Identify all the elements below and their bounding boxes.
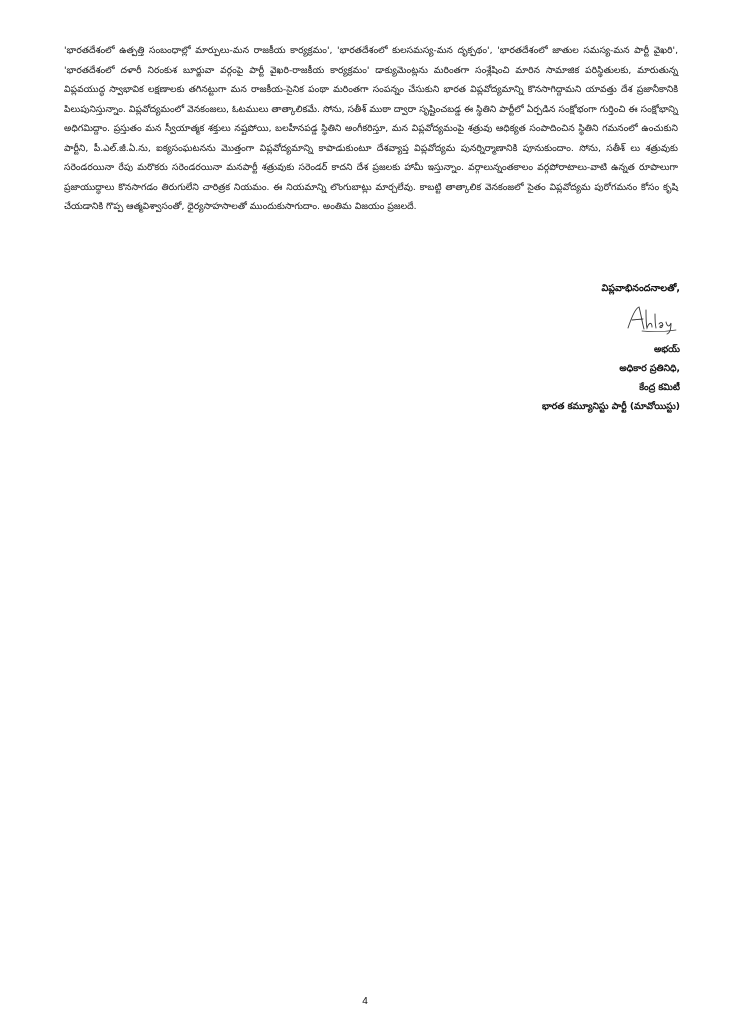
statement-body [64,41,678,217]
body-paragraph: 'భారతదేశంలో ఉత్పత్తి సంబంధాల్లో మార్పులు-మన రాజకీయ కార్యక్రమం', 'భారతదేశంలో కులసమస్య-మన దృక్పథం', 'భారతదేశంలో జాతుల సమస్య-మన పార్టీ వైఖరి', 'భారతదేశంలో దళారీ నిరంకుశ బూర్జువా వర్గంపై పార్టీ వైఖరి-రాజకీయ కార్యక్రమం' డాక్యుమెంట్లను మరింతగా సంశ్లేషించి మారిన సామాజిక పరిస్థితులకు, మారుతున్న విప్లవయుద్ధ స్వాభావిక లక్షణాలకు తగినట్టుగా మన రాజకీయ-సైనిక పంథా మరింతగా సంపన్నం చేసుకుని భారత విప్లవోద్యమాన్ని కొనసాగిద్దామని యావత్తు దేశ ప్రజానీకానికి పిలుపునిస్తున్నాం. విప్లవోద్యమంలో వెనకంజలు, ఓటములు తాత్కాలికమే. సోను, సతీశ్ ముఠా ద్వారా సృష్టించబడ్డ ఈ స్థితిని పార్టీలో ఏర్పడిన సంక్షోభంగా గుర్తించి ఈ సంక్షోభాన్ని అధిగమిద్దాం. ప్రస్తుతం మన స్వీయాత్మక శక్తులు నష్టపోయి, బలహీనపడ్డ స్థితిని అంగీకరిస్తూ, మన విప్లవోద్యమంపై శత్రువు ఆధిక్యత సంపాదించిన స్థితిని గమనంలో ఉంచుకుని పార్టీని, పీ.ఎల్.జీ.ఏ.ను, ఐక్యసంఘటనను మొత్తంగా విప్లవోద్యమాన్ని కాపాడుకుంటూ దేశవ్యాప్త విప్లవోద్యమ పునర్నిర్మాణానికి పూనుకుందాం. సోను, సతీశ్ లు శత్రువుకు సరెండరయినా రేపు మరొకరు సరెండరయినా మనపార్టీ శత్రువుకు సరెండర్ కాదని దేశ ప్రజలకు హామీ ఇస్తున్నాం. వర్గాలున్నంతకాలం వర్గపోరాటాలు-వాటి ఉన్నత రూపాలుగా ప్రజాయుద్ధాలు కొనసాగడం తిరుగులేని చారిత్రక నియమం. ఈ నియమాన్ని లొంగుబాట్లు మార్చలేవు. కాబట్టి తాత్కాలిక వెనకంజలో సైతం విప్లవోద్యమ పురోగమనం కోసం కృషి చేయడానికి గొప్ప ఆత్మవిశ్వాసంతో, ధైర్యసాహసాలతో ముందుకుసాగుదాం. అంతిమ విజయం ప్రజలదే. [64,45,678,212]
signatory-name: అభయ్ [653,344,680,355]
page-number: 4 [362,996,368,1007]
signature-block [420,282,680,416]
signatory-party: భారత కమ్యూనిస్టు పార్టీ (మావోయిస్టు) [541,401,680,412]
signatory-committee: కేంద్ర కమిటీ [639,382,680,393]
closing-salutation: విప్లవాభినందనాలతో, [601,283,680,294]
signatory-designation: అధికార ప్రతినిధి, [619,363,680,374]
handwritten-signature [622,302,680,336]
